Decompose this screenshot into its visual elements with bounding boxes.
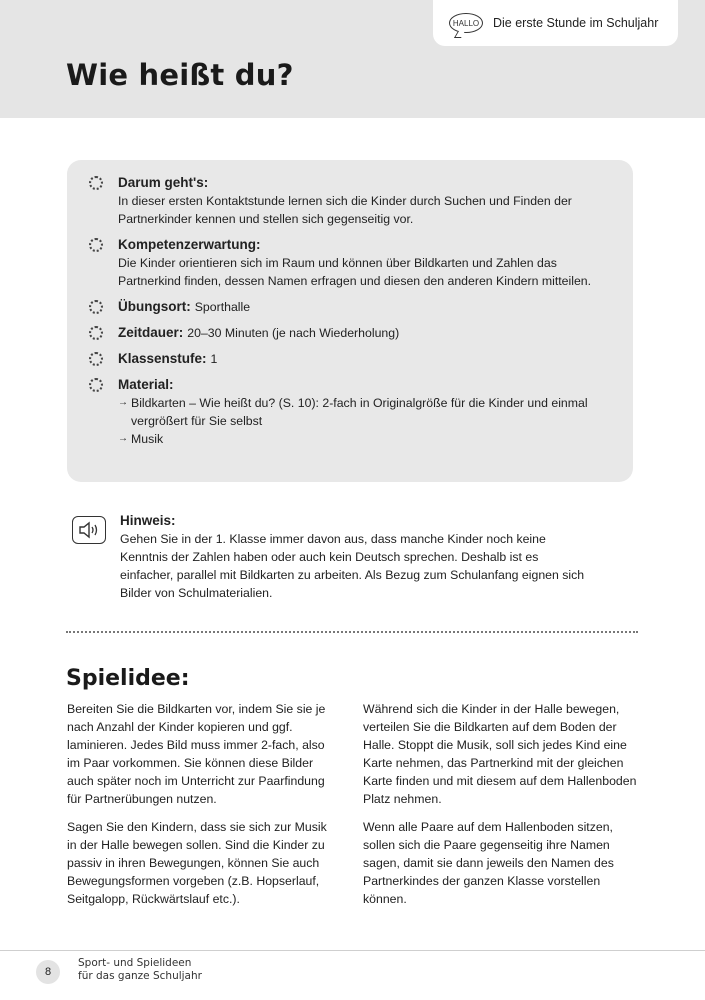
- info-material: [89, 376, 613, 448]
- grade-label: Klassenstufe:: [118, 351, 207, 366]
- paragraph: Wenn alle Paare auf dem Hallenboden sitzen, sollen sich die Paare gegenseitig ihre Namen sagen, damit sie dann jeweils den Namen des Partnerkindes der ganzen Klasse vorstellen können.: [363, 820, 614, 906]
- info-grade: [89, 350, 613, 368]
- left-column: [67, 700, 339, 918]
- info-location: [89, 298, 613, 316]
- location-value: Sporthalle: [194, 300, 251, 314]
- info-box: [67, 160, 633, 482]
- dotted-divider: [66, 631, 638, 633]
- material-list: [118, 394, 613, 448]
- duration-label: Zeitdauer:: [118, 325, 184, 340]
- paragraph: Sagen Sie den Kindern, dass sie sich zur Musik in der Halle bewegen sollen. Sind die Kinder zu passiv in ihren Bewegungen, können Sie auch Bewegungsformen vorgeben (z.B. Hopserlauf, Seitgalopp, Rückwärtslauf etc.).: [67, 820, 327, 906]
- duration-value: 20–30 Minuten (je nach Wiederholung): [187, 326, 400, 340]
- speech-bubble-icon: HALLO: [449, 13, 483, 33]
- dotted-circle-icon: [89, 378, 103, 392]
- footer-line-1: Sport- und Spielideen: [78, 957, 192, 969]
- hint-block: [72, 512, 592, 602]
- info-competence: [89, 236, 613, 290]
- page-title: Wie heißt du?: [66, 58, 294, 92]
- material-item: → Musik: [118, 430, 613, 448]
- material-label: Material:: [118, 377, 174, 392]
- competence-text: Die Kinder orientieren sich im Raum und können über Bildkarten und Zahlen das Partnerkind finden, dessen Namen erfragen und diesen den anderen Kindern mitteilen.: [118, 256, 592, 288]
- info-goal: [89, 174, 613, 228]
- speaker-icon: [72, 516, 106, 544]
- dotted-circle-icon: [89, 238, 103, 252]
- chapter-title: Die erste Stunde im Schuljahr: [493, 16, 659, 30]
- dotted-circle-icon: [89, 326, 103, 340]
- footer-line-2: für das ganze Schuljahr: [78, 970, 202, 982]
- footer-book-title: [78, 957, 202, 983]
- location-label: Übungsort:: [118, 299, 191, 314]
- hint-label: Hinweis:: [120, 513, 176, 528]
- paragraph: Während sich die Kinder in der Halle bewegen, verteilen Sie die Bildkarten auf dem Boden der Halle. Stoppt die Musik, soll sich jedes Kind eine Karte nehmen, das Partnerkind mit der gleichen Karte finden und mit diesem auf dem Hallenboden Platz nehmen.: [363, 702, 637, 806]
- grade-value: 1: [210, 352, 218, 366]
- page-number: 8: [36, 960, 60, 984]
- right-column: [363, 700, 641, 918]
- section-title: Spielidee:: [66, 666, 190, 691]
- info-duration: [89, 324, 613, 342]
- chapter-tab: [433, 0, 678, 46]
- footer-rule: [0, 950, 705, 951]
- paragraph: Bereiten Sie die Bildkarten vor, indem Sie sie je nach Anzahl der Kinder kopieren und ggf. laminieren. Jedes Bild muss immer 2-fach, also im Paar vorkommen. Sie können diese Bilder auch später noch im Unterricht zur Paarfindung für Partnerübungen nutzen.: [67, 702, 326, 806]
- material-item: → Bildkarten – Wie heißt du? (S. 10): 2-fach in Originalgröße für die Kinder und einmal vergrößert für Sie selbst: [118, 394, 613, 430]
- hint-text: Gehen Sie in der 1. Klasse immer davon aus, dass manche Kinder noch keine Kenntnis der Zahlen haben oder auch kein Deutsch sprechen. Deshalb ist es einfacher, parallel mit Bildkarten zu arbeiten. Als Bezug zum Schulanfang eignen sich Bilder von Schulmaterialien.: [120, 532, 585, 600]
- dotted-circle-icon: [89, 300, 103, 314]
- dotted-circle-icon: [89, 352, 103, 366]
- goal-text: In dieser ersten Kontaktstunde lernen sich die Kinder durch Suchen und Finden der Partnerkinder kennen und stellen sich gegenseitig vor.: [118, 194, 572, 226]
- competence-label: Kompetenzerwartung:: [118, 237, 261, 252]
- goal-label: Darum geht's:: [118, 175, 209, 190]
- dotted-circle-icon: [89, 176, 103, 190]
